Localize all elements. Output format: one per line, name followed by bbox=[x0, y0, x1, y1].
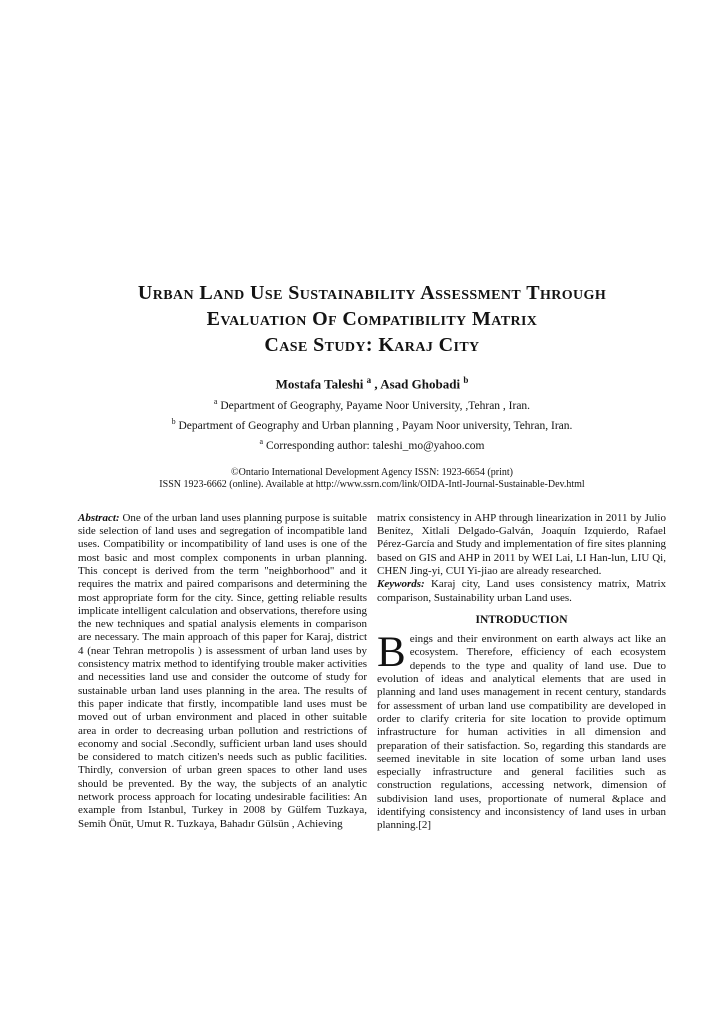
author-2-superscript: b bbox=[463, 375, 469, 385]
keywords-paragraph bbox=[377, 578, 666, 605]
affiliation-a-superscript: a bbox=[213, 397, 218, 407]
affiliation-a bbox=[78, 394, 666, 414]
authors-line bbox=[78, 375, 666, 392]
copyright-line-2: ISSN 1923-6662 (online). Available at http://www.ssrn.com/link/OIDA-Intl-Journal-Sustainable-Dev.html bbox=[159, 479, 585, 491]
two-column-body bbox=[78, 512, 666, 833]
author-1: Mostafa Taleshi bbox=[275, 376, 364, 392]
abstract-text: One of the urban land uses planning purpose is suitable side selection of land uses and segregation of incompatible land uses. Compatibility or incompatibility of land uses is one of the most basic and most complex components in urban planning. This concept is derived from the term "neighborhood" and it requires the matrix and paired comparisons and determining the most appropriate form for the city. Since, getting reliable results implicate intelligent calculation and observations, therefore using the new techniques and spatial analysis elements in comparison are necessary. The main approach of this paper for Karaj, district 4 (near Tehran metropolis ) is assessment of urban land uses by consistency matrix method to identifying trouble maker activities and necessities land use and consider the outcome of study for sustainable urban land uses planning in the area. The results of this paper indicate that firstly, incompatible land uses must be moved out of urban environment and placed in other suitable area in order to decreasing urban pollution and restrictions of economy and social .Secondly, sufficient urban land uses should be considered to match citizen's needs such as public facilities. Thirdly, conversion of urban green spaces to other land uses should be prevented. By the way, the subjects of an analytic network process approach for locating undesirable facilities: An example from Istanbul, Turkey in 2008 by Gülfem Tuzkaya, Semih Önüt, Umut R. Tuzkaya, Bahadır Gülsün , Achieving bbox=[78, 511, 367, 830]
introduction-paragraph bbox=[377, 629, 666, 832]
continuation-paragraph: matrix consistency in AHP through linearization in 2011 by Julio Benítez, Xitlali Delgado-Galván, Joaquín Izquierdo, Rafael Pérez-García and Study and implementation of fire sites planning based on GIS and AHP in 2011 by WEI Lai, LI Han-lun, LIU Qi, CHEN Jing-yi, CUI Yi-jiao are already researched. bbox=[377, 511, 666, 577]
title-line-2: Evaluation Of Compatibility Matrix bbox=[206, 308, 538, 330]
right-column bbox=[377, 512, 666, 833]
copyright-line-1: ©Ontario International Development Agency ISSN: 1923-6654 (print) bbox=[231, 466, 513, 478]
affiliations-block bbox=[78, 394, 666, 453]
title-line-1: Urban Land Use Sustainability Assessment Through bbox=[137, 282, 607, 304]
affiliation-b-text: Department of Geography and Urban planning , Payam Noor university, Tehran, Iran. bbox=[175, 419, 573, 432]
author-2: Asad Ghobadi bbox=[380, 376, 461, 392]
keywords-label: Keywords: bbox=[377, 578, 425, 591]
copyright-block bbox=[78, 467, 666, 492]
abstract-label: Abstract: bbox=[78, 511, 120, 524]
corresponding-author-text: Corresponding author: taleshi_mo@yahoo.com bbox=[263, 439, 485, 452]
author-1-superscript: a bbox=[366, 375, 372, 385]
introduction-heading: INTRODUCTION bbox=[475, 613, 568, 626]
introduction-text: eings and their environment on earth always act like an ecosystem. Therefore, efficiency of each ecosystem depends to the type and quality of land use. Due to evolution of ideas and analytical elements that are used in planning and land uses management in recent century, standards for assessment of urban land use compatibility are developed in order to clarify criteria for site location to provide optimum infrastructure for human activities in all dimension and preparation of their satisfaction. So, regarding this standards are seemed inevitable in site location of some urban land uses especially infrastructure and general facilities such as construction regulations, accessing network, dimension of subdivision land uses, proportionate of numeral &place and identifying consistency and inconsistency of land uses in urban planning.[2] bbox=[377, 633, 666, 832]
affiliation-a-text: Department of Geography, Payame Noor University, ,Tehran , Iran. bbox=[217, 400, 531, 413]
abstract-paragraph bbox=[78, 512, 367, 831]
paper-title bbox=[78, 280, 666, 358]
drop-cap: B bbox=[377, 629, 406, 677]
affiliation-b bbox=[78, 414, 666, 434]
left-column bbox=[78, 512, 367, 833]
affiliation-b-superscript: b bbox=[171, 417, 176, 427]
authors-separator: , bbox=[371, 376, 381, 392]
keywords-text: Karaj city, Land uses consistency matrix, Matrix comparison, Sustainability urban Land uses. bbox=[377, 578, 667, 604]
title-line-3: Case Study: Karaj City bbox=[264, 334, 480, 356]
corresponding-author-superscript: a bbox=[259, 436, 264, 446]
corresponding-author bbox=[78, 434, 666, 454]
